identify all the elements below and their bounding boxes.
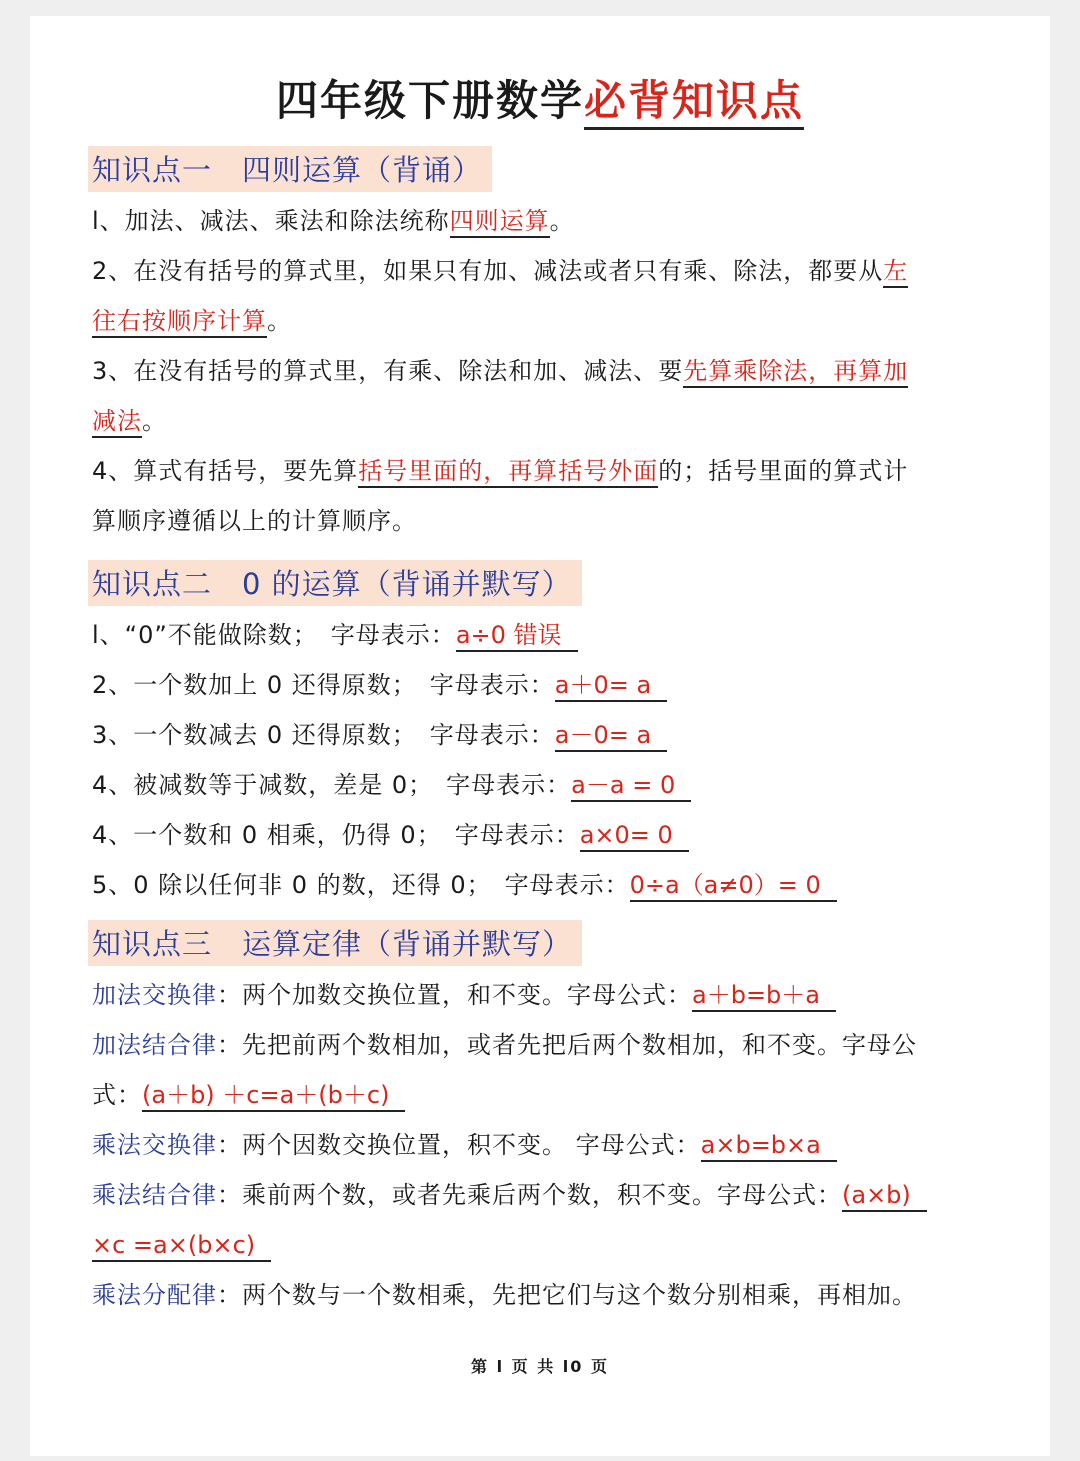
page-title	[30, 68, 1050, 128]
law-addition-commutative: 加法交换律：两个加数交换位置，和不变。字母公式：a＋b=b＋a	[92, 970, 992, 1020]
law-multiplication-associative-cont: ×c =a×(b×c)	[92, 1220, 992, 1270]
document-page	[30, 16, 1050, 1456]
title-red: 必背知识点	[584, 76, 804, 130]
law-multiplication-associative: 乘法结合律：乘前两个数，或者先乘后两个数，积不变。字母公式：(a×b)	[92, 1170, 992, 1220]
s1-item-2: 2、在没有括号的算式里，如果只有加、减法或者只有乘、除法，都要从左	[92, 246, 992, 296]
s2-item: 4、被减数等于减数，差是 0； 字母表示：a－a = 0	[92, 760, 992, 810]
section-heading-3: 知识点三 运算定律（背诵并默写）	[88, 920, 582, 966]
s1-item-4-cont: 算顺序遵循以上的计算顺序。	[92, 507, 417, 535]
s2-item: 5、0 除以任何非 0 的数，还得 0； 字母表示：0÷a（a≠0）= 0	[92, 860, 992, 910]
content	[92, 146, 992, 1320]
section-heading-1: 知识点一 四则运算（背诵）	[88, 146, 492, 192]
s2-item: 2、一个数加上 0 还得原数； 字母表示：a＋0= a	[92, 660, 992, 710]
s1-item-3: 3、在没有括号的算式里，有乘、除法和加、减法、要先算乘除法，再算加	[92, 346, 992, 396]
law-multiplication-commutative: 乘法交换律：两个因数交换位置，积不变。 字母公式：a×b=b×a	[92, 1120, 992, 1170]
s1-item-3-cont: 减法。	[92, 396, 992, 446]
s1-item-1: l、加法、减法、乘法和除法统称四则运算。	[92, 196, 992, 246]
s2-item: 3、一个数减去 0 还得原数； 字母表示：a－0= a	[92, 710, 992, 760]
law-addition-associative: 加法结合律：先把前两个数相加，或者先把后两个数相加，和不变。字母公	[92, 1031, 917, 1059]
page-footer: 第 l 页 共 l0 页	[471, 1357, 609, 1376]
section-heading-2: 知识点二 0 的运算（背诵并默写）	[88, 560, 582, 606]
s2-item: 4、一个数和 0 相乘，仍得 0； 字母表示：a×0= 0	[92, 810, 992, 860]
s1-item-2-cont: 往右按顺序计算。	[92, 296, 992, 346]
law-addition-associative-cont: 式：(a＋b) ＋c=a＋(b＋c)	[92, 1070, 992, 1120]
s2-item: l、“0”不能做除数； 字母表示：a÷0 错误	[92, 610, 992, 660]
law-distributive: 乘法分配律：两个数与一个数相乘，先把它们与这个数分别相乘，再相加。	[92, 1281, 917, 1309]
s1-item-4: 4、算式有括号，要先算括号里面的，再算括号外面的；括号里面的算式计	[92, 446, 992, 496]
title-black: 四年级下册数学	[275, 76, 584, 125]
